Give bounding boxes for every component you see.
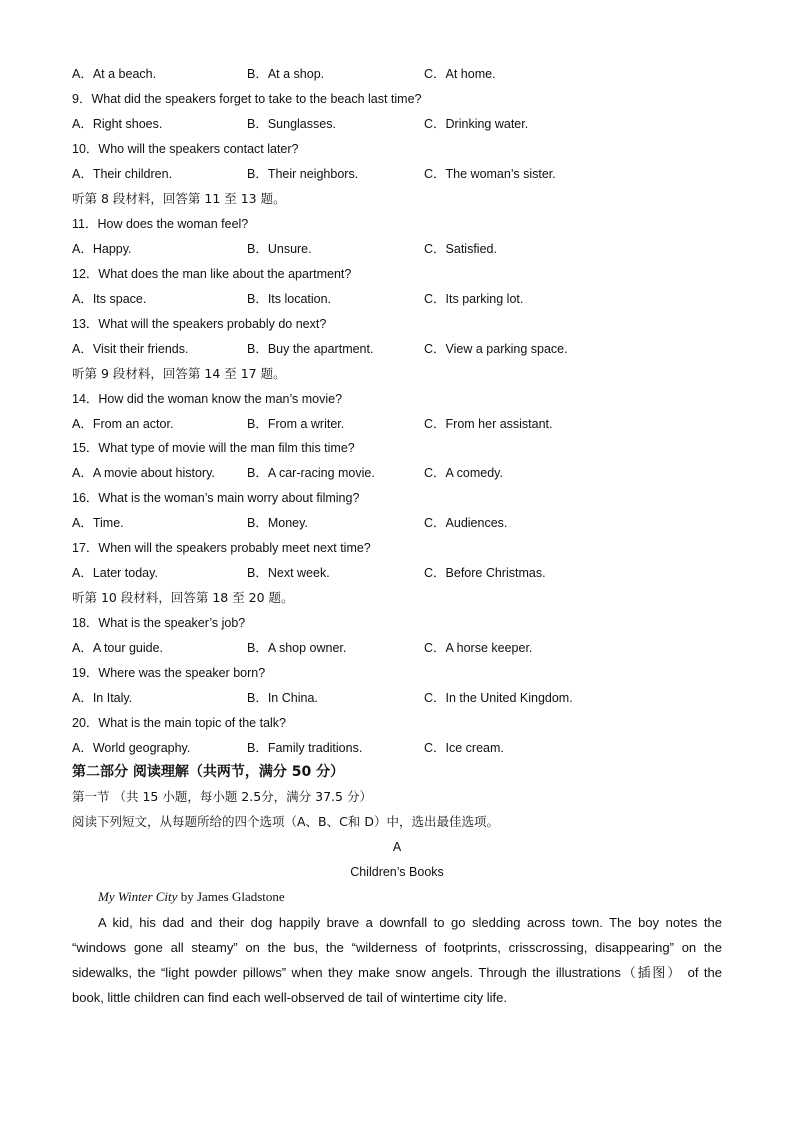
q18-option-a: A．A tour guide. [72, 641, 164, 655]
q18-option-b: B．A shop owner. [247, 641, 347, 655]
q17-option-a: A．Later today. [72, 566, 158, 580]
q20-option-c: C．Ice cream. [424, 741, 504, 755]
q20-option-b: B．Family traditions. [247, 741, 363, 755]
book-1-heading [98, 889, 285, 905]
q8-option-c: C．At home. [424, 67, 496, 81]
q11-option-c: C．Satisfied. [424, 242, 497, 256]
q8-option-b: B．At a shop. [247, 67, 325, 81]
part-2-heading: 第二部分 阅读理解（共两节，满分 50 分） [72, 764, 345, 780]
q19-option-c: C．In the United Kingdom. [424, 691, 573, 705]
section-9-instruction: 听第 9 段材料，回答第 14 至 17 题。 [72, 366, 286, 381]
q9-option-a: A．Right shoes. [72, 117, 163, 131]
q15-option-a: A．A movie about history. [72, 466, 215, 480]
q14-option-c: C．From her assistant. [424, 417, 553, 431]
q14-text: 14．How did the woman know the man’s movie? [72, 392, 343, 406]
q13-text: 13．What will the speakers probably do next? [72, 317, 327, 331]
q19-text: 19．Where was the speaker born? [72, 666, 266, 680]
q10-option-c: C．The woman’s sister. [424, 167, 556, 181]
q9-option-c: C．Drinking water. [424, 117, 529, 131]
q20-option-a: A．World geography. [72, 741, 191, 755]
q13-option-a: A．Visit their friends. [72, 342, 189, 356]
q19-option-a: A．In Italy. [72, 691, 133, 705]
q15-text: 15．What type of movie will the man film this time? [72, 441, 355, 455]
q13-option-c: C．View a parking space. [424, 342, 568, 356]
book-1-title: My Winter City [98, 889, 178, 904]
q17-option-b: B．Next week. [247, 566, 330, 580]
q14-option-b: B．From a writer. [247, 417, 345, 431]
q14-option-a: A．From an actor. [72, 417, 174, 431]
q8-option-a: A．At a beach. [72, 67, 157, 81]
q11-option-b: B．Unsure. [247, 242, 312, 256]
q11-option-a: A．Happy. [72, 242, 132, 256]
passage-letter: A [392, 840, 402, 854]
section-10-instruction: 听第 10 段材料，回答第 18 至 20 题。 [72, 590, 294, 605]
q15-option-b: B．A car-racing movie. [247, 466, 375, 480]
book-1-paragraph: A kid, his dad and their dog happily brave a downfall to go sledding across town. The boy notes the “windows gone all steamy” on the bus, the “wilderness of footprints, crisscrossing, disappearing” on the sidewalks, the “light powder pillows” when they make snow angels. Through the illustrations（插图） of the book, little children can find each well-observed de tail of wintertime city life. [72, 915, 722, 1005]
q12-option-c: C．Its parking lot. [424, 292, 524, 306]
part-2-section-1-heading: 第一节 （共 15 小题，每小题 2.5分，满分 37.5 分） [72, 789, 372, 804]
q16-option-b: B．Money. [247, 516, 308, 530]
section-8-instruction: 听第 8 段材料，回答第 11 至 13 题。 [72, 191, 286, 206]
q11-text: 11．How does the woman feel? [72, 217, 249, 231]
q18-option-c: C．A horse keeper. [424, 641, 533, 655]
book-1-author: by James Gladstone [177, 889, 285, 904]
q20-text: 20．What is the main topic of the talk? [72, 716, 286, 730]
q12-option-a: A．Its space. [72, 292, 147, 306]
q10-text: 10．Who will the speakers contact later? [72, 142, 299, 156]
q15-option-c: C．A comedy. [424, 466, 503, 480]
q12-option-b: B．Its location. [247, 292, 332, 306]
q16-option-a: A．Time. [72, 516, 124, 530]
passage-title: Children’s Books [350, 865, 444, 879]
q9-text: 9．What did the speakers forget to take to the beach last time? [72, 92, 422, 106]
q19-option-b: B．In China. [247, 691, 318, 705]
q10-option-b: B．Their neighbors. [247, 167, 359, 181]
q17-text: 17．When will the speakers probably meet next time? [72, 541, 371, 555]
q17-option-c: C．Before Christmas. [424, 566, 546, 580]
q13-option-b: B．Buy the apartment. [247, 342, 374, 356]
part-2-instructions: 阅读下列短文，从每题所给的四个选项（A、B、C和 D）中，选出最佳选项。 [72, 814, 499, 829]
q16-option-c: C．Audiences. [424, 516, 508, 530]
q10-option-a: A．Their children. [72, 167, 173, 181]
q16-text: 16．What is the woman’s main worry about filming? [72, 491, 360, 505]
q18-text: 18．What is the speaker’s job? [72, 616, 246, 630]
q9-option-b: B．Sunglasses. [247, 117, 336, 131]
q12-text: 12．What does the man like about the apartment? [72, 267, 352, 281]
